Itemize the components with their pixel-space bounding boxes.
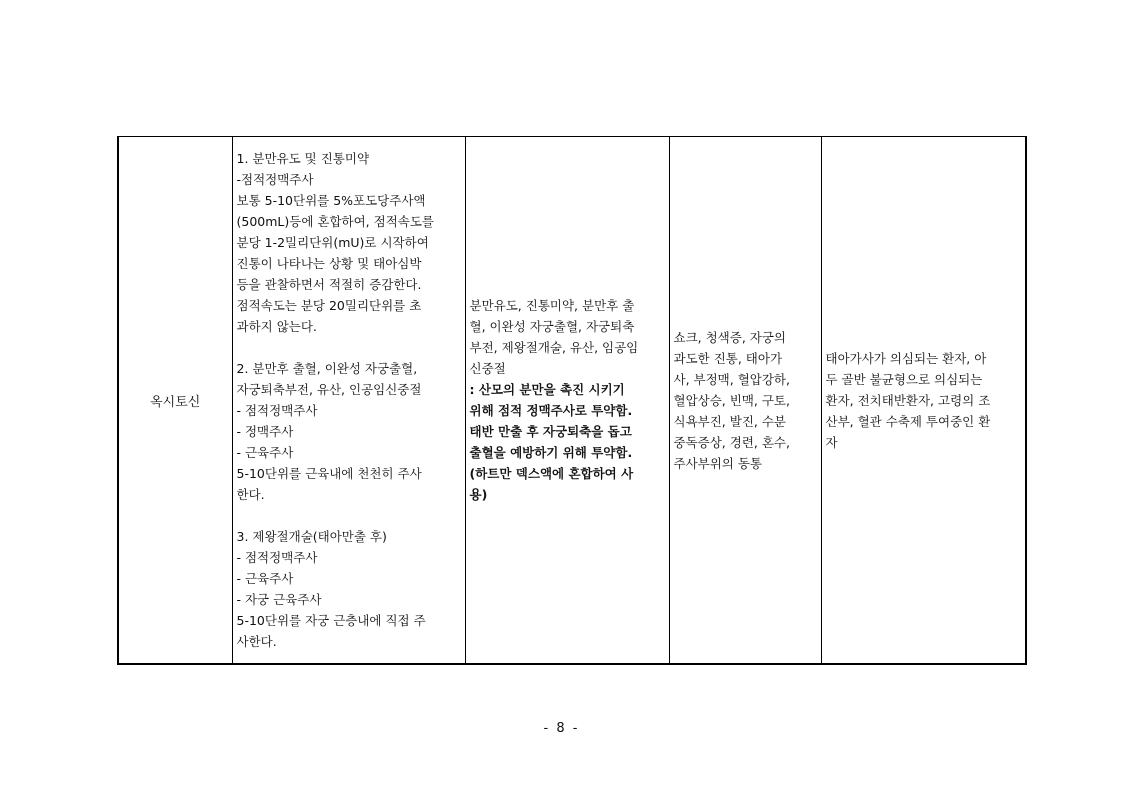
text-line: 과도한 진통, 태아가 xyxy=(673,350,783,366)
text-line: 혈, 이완성 자궁출혈, 자궁퇴축 xyxy=(469,319,635,334)
text-line: 태아가사가 의심되는 환자, 아 xyxy=(825,350,987,366)
section1-route: -점적정맥주사 xyxy=(236,172,314,187)
text-line: (500mL)등에 혼합하여, 점적속도를 xyxy=(236,214,434,229)
text-line: 쇼크, 청색증, 자궁의 xyxy=(673,329,786,345)
indications-cell xyxy=(465,137,669,665)
indication-note-line: 태반 만출 후 자궁퇴축을 돕고 xyxy=(469,424,632,439)
text-line: 환자, 전치태반환자, 고령의 조 xyxy=(825,392,991,408)
text-line: 보통 5-10단위를 5%포도당주사액 xyxy=(236,193,426,208)
text-line: 등을 관찰하면서 적절히 증감한다. xyxy=(236,277,422,292)
indications-text xyxy=(470,295,665,505)
text-line: 과하지 않는다. xyxy=(236,319,317,334)
side-effects-text xyxy=(674,327,817,474)
drug-name-cell xyxy=(118,137,232,665)
text-line: 5-10단위를 근육내에 천천히 주사 xyxy=(236,466,422,481)
section3-title: 3. 제왕절개술(태아만출 후) xyxy=(236,529,387,544)
indication-note-line: 용) xyxy=(469,487,488,502)
text-line: 혈압상승, 빈맥, 구토, xyxy=(673,392,790,408)
contraindications-cell xyxy=(821,137,1026,665)
text-line: 자 xyxy=(825,434,838,450)
route-item: - 점적정맥주사 xyxy=(236,550,318,565)
text-line: 5-10단위를 자궁 근층내에 직접 주 xyxy=(236,613,426,628)
drug-info-table xyxy=(117,136,1027,665)
indication-note-line: : 산모의 분만을 촉진 시키기 xyxy=(469,382,625,397)
text-line: 분당 1-2밀리단위(mU)로 시작하여 xyxy=(236,235,429,250)
text-line: 중독증상, 경련, 혼수, xyxy=(673,434,790,450)
side-effects-cell xyxy=(669,137,821,665)
spacer xyxy=(237,505,461,526)
route-item: - 정맥주사 xyxy=(236,424,294,439)
page-number: - 8 - xyxy=(543,721,580,736)
indication-note-line: 출혈을 예방하기 위해 투약함. xyxy=(469,445,633,460)
table-row xyxy=(118,137,1026,665)
route-item: - 근육주사 xyxy=(236,571,294,586)
text-line: 식욕부진, 발진, 수분 xyxy=(673,413,786,429)
contraindications-text xyxy=(826,348,1022,453)
text-line: 사한다. xyxy=(236,634,277,649)
section2-title: 자궁퇴축부전, 유산, 인공임신중절 xyxy=(236,382,422,397)
text-line: 산부, 혈관 수축제 투여중인 환 xyxy=(825,413,991,429)
route-item: - 점적정맥주사 xyxy=(236,403,318,418)
route-item: - 자궁 근육주사 xyxy=(236,592,322,607)
text-line: 사, 부정맥, 혈압강하, xyxy=(673,371,790,387)
indication-note-line: 위해 점적 정맥주사로 투약함. xyxy=(469,403,633,418)
text-line: 분만유도, 진통미약, 분만후 출 xyxy=(469,298,635,313)
text-line: 점적속도는 분당 20밀리단위를 초 xyxy=(236,298,422,313)
text-line: 한다. xyxy=(236,487,265,502)
text-line: 진통이 나타나는 상황 및 태아심박 xyxy=(236,256,422,271)
route-item: - 근육주사 xyxy=(236,445,294,460)
text-line: 두 골반 불균형으로 의심되는 xyxy=(825,371,983,387)
spacer xyxy=(237,337,461,358)
text-line: 주사부위의 동통 xyxy=(673,455,762,471)
section2-title: 2. 분만후 출혈, 이완성 자궁출혈, xyxy=(236,361,418,376)
section1-title: 1. 분만유도 및 진통미약 xyxy=(236,151,370,166)
text-line: 부전, 제왕절개술, 유산, 임공임 xyxy=(469,340,639,355)
administration-text xyxy=(237,148,461,652)
text-line: 신중절 xyxy=(469,361,506,376)
drug-name: 옥시토신 xyxy=(150,394,201,410)
administration-cell xyxy=(232,137,465,665)
indication-note-line: (하트만 덱스액에 혼합하여 사 xyxy=(469,466,634,481)
